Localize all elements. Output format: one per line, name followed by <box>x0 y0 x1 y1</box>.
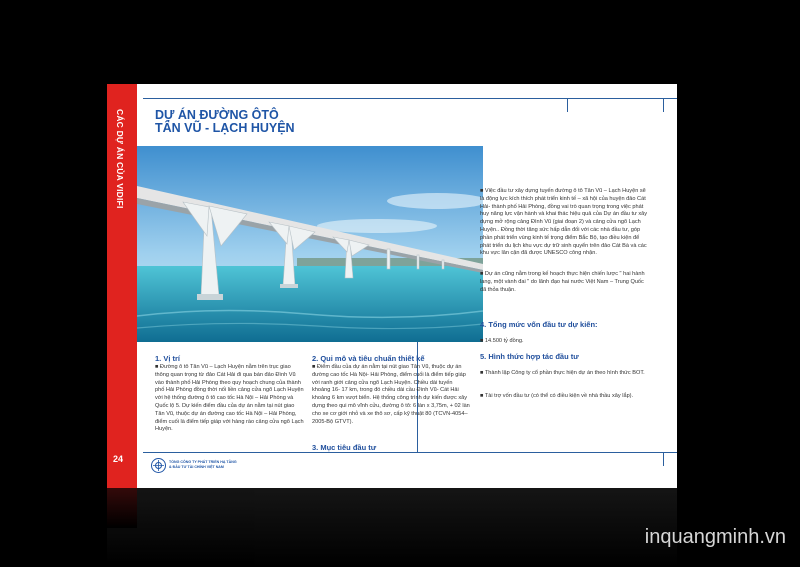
section-4-body: ■ 14.500 tỷ đồng. <box>480 338 524 344</box>
page-number: 24 <box>113 454 124 464</box>
side-section-title: CÁC DỰ ÁN CỦA VIDIFI <box>115 109 125 209</box>
company-line-2: & ĐẦU TƯ TÀI CHÍNH VIỆT NAM <box>169 464 224 469</box>
top-tick <box>663 98 664 112</box>
section-2-heading: 2. Qui mô và tiêu chuẩn thiết kế <box>312 354 425 363</box>
company-logo-icon <box>151 458 166 473</box>
section-4-heading: 4. Tổng mức vốn đầu tư dự kiến: <box>480 320 598 329</box>
section-2-body: ■ Điểm đầu của dự án nằm tại nút giao Tân Vũ, thuộc dự án đường cao tốc Hà Nội- Hải Phòng, điểm cuối là điểm tiếp giáp với ranh giới cảng cửa ngõ Lạch Huyện. Chiều dài tuyến khoảng 16- 17 km, trong đó chiều dài cầu Đình Vũ- Cát Hải khoảng 6 km vượt biển. Hệ thống công trình dự kiến được xây dựng theo qui mô vĩnh cửu, đường ô tô: 6 làn x 3,75m, + 02 làn cho xe cơ giới nhỏ và xe thô sơ, cấp kỹ thuật 80 (TCVN-4054–2005-Bộ GTVT). <box>312 364 470 425</box>
section-1-body: ■ Đường ô tô Tân Vũ – Lạch Huyện nằm trên trục giao thông quan trọng từ đảo Cát Hải đi qua bán đảo Đình Vũ vào thành phố Hải Phòng theo quy hoạch chung của thành phố Hải Phòng đồng thời nối liền cảng cửa ngõ Lạch Huyện với hệ thống đường ô tô cao tốc Hà Nội – Hải Phòng và Quốc lộ 5. Dự kiến điểm đầu của dự án nằm tại nút giao Tân Vũ, thuộc dự án đường cao tốc Hà Nội – Hải Phòng, điểm cuối là điểm tiếp giáp với hàng rào cảng cửa ngõ Lạch Huyện. <box>155 364 304 433</box>
company-name <box>169 460 237 469</box>
page-title <box>155 109 295 135</box>
title-line-1: DỰ ÁN ĐƯỜNG ÔTÔ <box>155 108 279 122</box>
right-intro-paragraph-1: ■ Việc đầu tư xây dựng tuyến đường ô tô Tân Vũ – Lạch Huyện sẽ là động lực kích thích phát triển kinh tế – xã hội của huyện đảo Cát Hải- thành phố Hải Phòng, đồng vai trò quan trọng trong việc phát huy năng lực vận hành và khai thác hiệu quả của Dự án đầu tư xây dựng mở rộng cảng Đình Vũ (giai đoạn 2) và cảng cửa ngõ Lạch Huyện.. Đồng thời tăng sức hấp dẫn đối với các nhà đầu tư, góp phần phát triển vùng kinh tế trọng điểm Bắc Bộ, tạo điều kiện để phát triển du lịch khu vực dự trữ sinh quyển trên đảo Cát Bà và các khu vực lân cận đã được UNESCO công nhận. <box>480 188 648 257</box>
page-reflection <box>107 488 677 567</box>
top-tick <box>567 98 568 112</box>
title-line-2: TÂN VŨ - LẠCH HUYỆN <box>155 121 295 135</box>
reflection-red-band <box>107 488 137 528</box>
section-3-heading: 3. Mục tiêu đầu tư <box>312 443 377 452</box>
page-footer <box>137 454 677 488</box>
right-intro-paragraph-2: ■ Dự án cũng nằm trong kế hoạch thực hiện chiến lược " hai hành lang, một vành đai " do lãnh đạo hai nước Việt Nam – Trung Quốc đã thỏa thuận. <box>480 271 645 293</box>
section-5-paragraph-2: ■ Tài trợ vốn đầu tư (có thể có điều kiện về nhà thầu xây lắp). <box>480 393 634 399</box>
bottom-rule <box>143 452 677 453</box>
top-rule <box>143 98 677 99</box>
section-5-paragraph-1: ■ Thành lập Công ty cổ phần thực hiện dự án theo hình thức BOT. <box>480 370 645 376</box>
company-line-1: TỔNG CÔNG TY PHÁT TRIỂN HẠ TẦNG <box>169 460 237 464</box>
red-side-band <box>107 84 137 488</box>
brochure-page <box>107 84 677 488</box>
site-watermark: inquangminh.vn <box>644 526 786 548</box>
section-5-heading: 5. Hình thức hợp tác đầu tư <box>480 352 579 361</box>
bridge-photo <box>137 146 483 342</box>
section-1-heading: 1. Vị trí <box>155 354 181 363</box>
